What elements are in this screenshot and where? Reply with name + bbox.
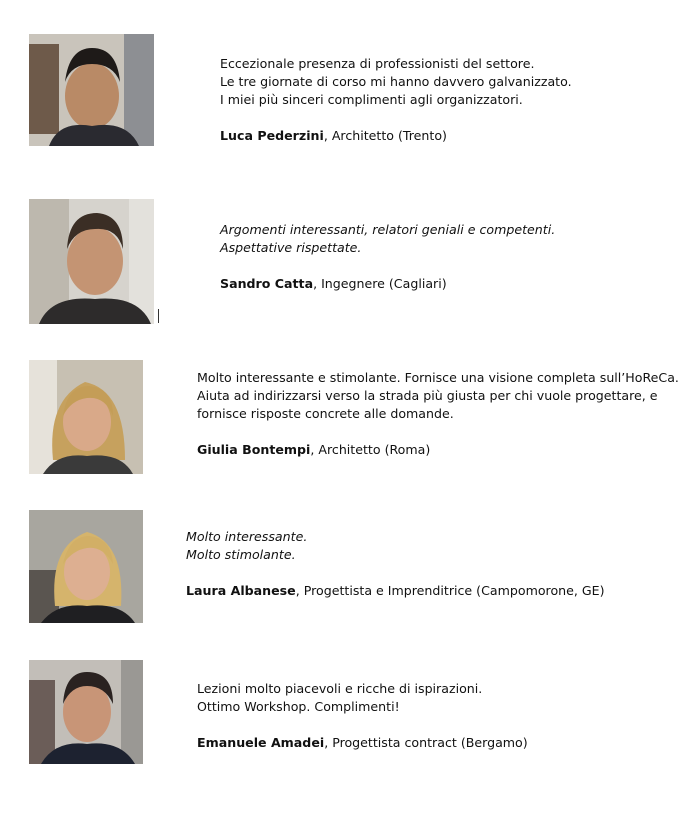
- quote-line: Aspettative rispettate.: [220, 240, 362, 255]
- author-role: , Progettista contract (Bergamo): [324, 735, 528, 750]
- author-credit: [220, 275, 555, 293]
- quote-line: Molto interessante.: [186, 529, 308, 544]
- quote-line: Le tre giornate di corso mi hanno davvero galvanizzato.: [220, 74, 572, 89]
- author-role: , Architetto (Roma): [310, 442, 431, 457]
- testimonial-quote: [220, 221, 555, 293]
- portrait-photo: [29, 360, 143, 474]
- author-role: , Ingegnere (Cagliari): [313, 276, 447, 291]
- quote-line: fornisce risposte concrete alle domande.: [197, 406, 454, 421]
- portrait-photo: [29, 34, 154, 146]
- testimonial-quote: [220, 55, 572, 145]
- author-name: Emanuele Amadei: [197, 735, 325, 750]
- author-name: Laura Albanese: [186, 583, 296, 598]
- author-role: , Architetto (Trento): [323, 128, 447, 143]
- quote-line: Molto stimolante.: [186, 547, 296, 562]
- author-name: Giulia Bontempi: [197, 442, 311, 457]
- testimonial-quote: [197, 680, 528, 752]
- portrait-photo: [29, 199, 154, 324]
- quote-line: Argomenti interessanti, relatori geniali e competenti.: [220, 222, 556, 237]
- portrait-photo: [29, 660, 143, 764]
- quote-line: Aiuta ad indirizzarsi verso la strada più giusta per chi vuole progettare, e: [197, 388, 658, 403]
- author-role: , Progettista e Imprenditrice (Campomorone, GE): [295, 583, 605, 598]
- author-name: Luca Pederzini: [220, 128, 324, 143]
- quote-line: Ottimo Workshop. Complimenti!: [197, 699, 400, 714]
- text-cursor: [158, 309, 159, 323]
- portrait-photo: [29, 510, 143, 623]
- author-name: Sandro Catta: [220, 276, 314, 291]
- author-credit: [197, 441, 679, 459]
- quote-line: Eccezionale presenza di professionisti del settore.: [220, 56, 535, 71]
- testimonial-quote: [197, 369, 679, 459]
- quote-line: Molto interessante e stimolante. Fornisce una visione completa sull’HoReCa.: [197, 370, 679, 385]
- author-credit: [186, 582, 605, 600]
- quote-line: Lezioni molto piacevoli e ricche di ispirazioni.: [197, 681, 483, 696]
- author-credit: [220, 127, 572, 145]
- testimonial-quote: [186, 528, 605, 600]
- author-credit: [197, 734, 528, 752]
- quote-line: I miei più sinceri complimenti agli organizzatori.: [220, 92, 523, 107]
